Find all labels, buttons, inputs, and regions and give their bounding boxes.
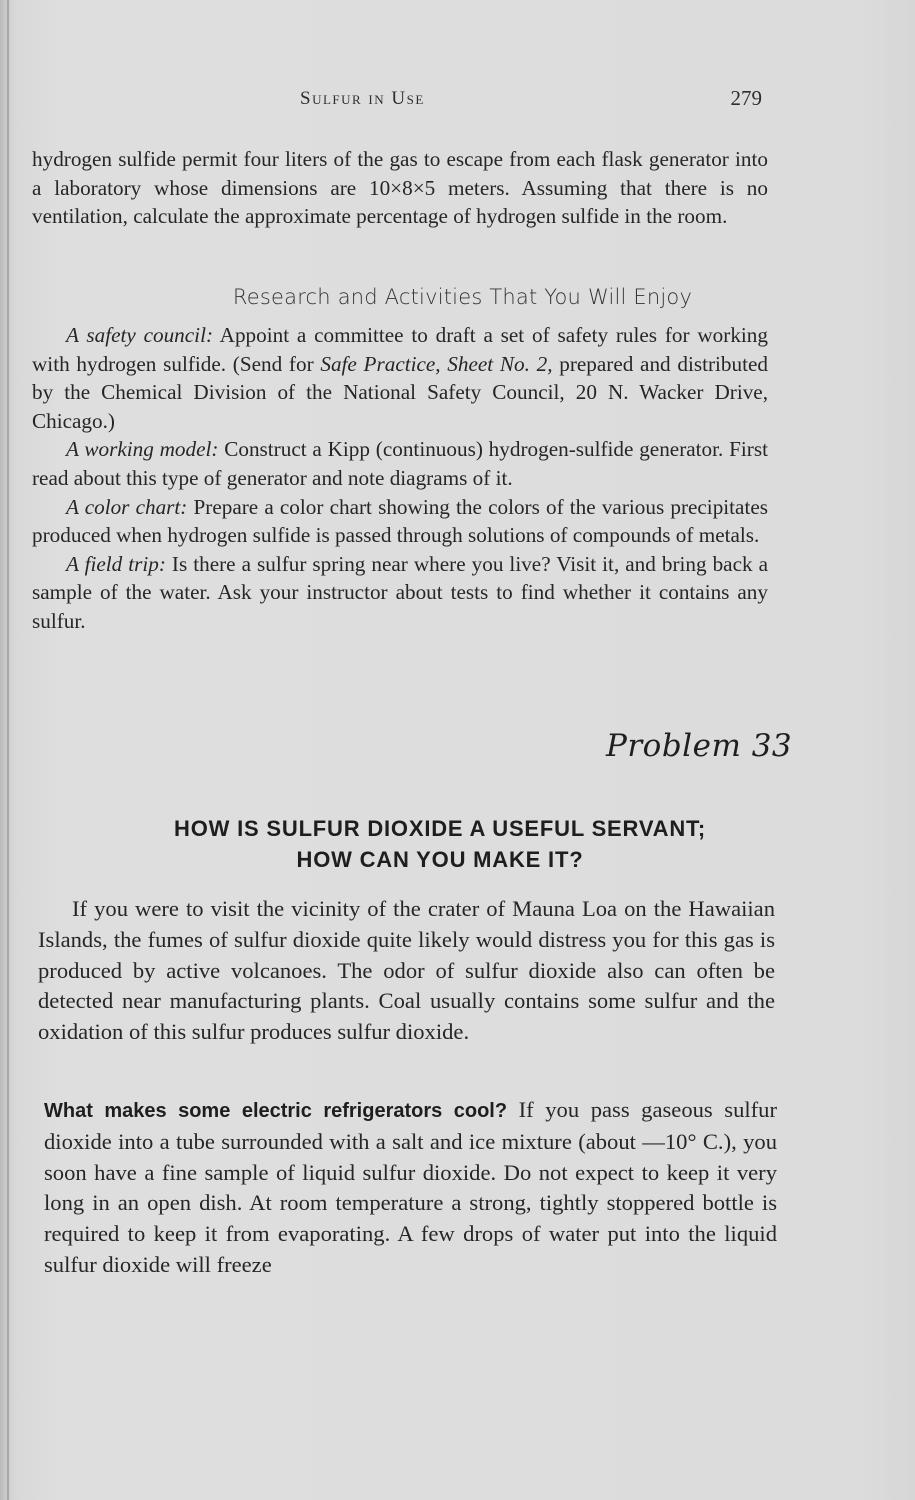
- activity-text: Construct a Kipp (continuous) hydrogen-sulfide generator. First read about this type of generator and note diagrams of it.: [32, 437, 768, 490]
- research-activities: [32, 321, 768, 636]
- intro-paragraph: [32, 145, 768, 231]
- activity-text: Appoint a committee to draft a set of safety rules for working with hydrogen sulfide. (Send for: [32, 323, 768, 376]
- page-number: 279: [730, 86, 762, 110]
- problem-title-line-2: HOW CAN YOU MAKE IT?: [296, 847, 584, 872]
- problem-title: [40, 813, 840, 875]
- refrigerator-paragraph: [44, 1095, 777, 1281]
- page-binding-edge: [7, 0, 9, 1500]
- activity-title: A field trip:: [66, 551, 166, 576]
- intro-paragraph-text: hydrogen sulfide permit four liters of the gas to escape from each flask generator into a laboratory whose dimensions are 10×8×5 meters. Assuming that there is no ventilation, calculate the approximate percentage of hydrogen sulfide in the room.: [32, 147, 768, 229]
- research-section-heading: Research and Activities That You Will Enjoy: [232, 285, 693, 309]
- activity-working-model: [32, 435, 768, 492]
- activity-safety-council: [32, 321, 768, 435]
- problem-title-line-1: HOW IS SULFUR DIOXIDE A USEFUL SERVANT;: [174, 816, 706, 841]
- activity-title: A color chart:: [66, 494, 188, 519]
- activity-reference: Safe Practice, Sheet No. 2,: [320, 351, 553, 376]
- activity-color-chart: [32, 493, 768, 550]
- question-heading: What makes some electric refrigerators cool?: [44, 1100, 508, 1122]
- running-head: Sulfur in Use: [300, 88, 425, 109]
- problem-intro: [38, 894, 775, 1048]
- problem-intro-text: If you were to visit the vicinity of the crater of Mauna Loa on the Hawaiian Islands, the fumes of sulfur dioxide quite likely would distress you for this gas is produced by active volcanoes. The odor of sulfur dioxide also can often be detected near manufacturing plants. Coal usually contains some sulfur and the oxidation of this sulfur produces sulfur dioxide.: [38, 896, 775, 1045]
- problem-label: Problem 33: [606, 728, 793, 764]
- activity-title: A safety council:: [66, 323, 214, 347]
- question-text: If you pass gaseous sulfur dioxide into a tube surrounded with a salt and ice mixture (about —10° C.), you soon have a fine sample of liquid sulfur dioxide. Do not expect to keep it very long in an open dish. At room temperature a strong, tightly stoppered bottle is required to keep it from evaporating. A few drops of water put into the liquid sulfur dioxide will freeze: [44, 1097, 777, 1277]
- activity-title: A working model:: [66, 437, 219, 462]
- activity-text: Is there a sulfur spring near where you live? Visit it, and bring back a sample of the water. Ask your instructor about tests to find whether it contains any sulfur.: [32, 551, 768, 633]
- activity-text: Prepare a color chart showing the colors of the various precipitates produced when hydrogen sulfide is passed through solutions of compounds of metals.: [32, 494, 768, 548]
- refrigerator-section: [44, 1095, 777, 1281]
- activity-text: prepared and distributed by the Chemical Division of the National Safety Council, 20 N. Wacker Drive, Chicago.): [32, 351, 768, 433]
- activity-field-trip: [32, 550, 768, 636]
